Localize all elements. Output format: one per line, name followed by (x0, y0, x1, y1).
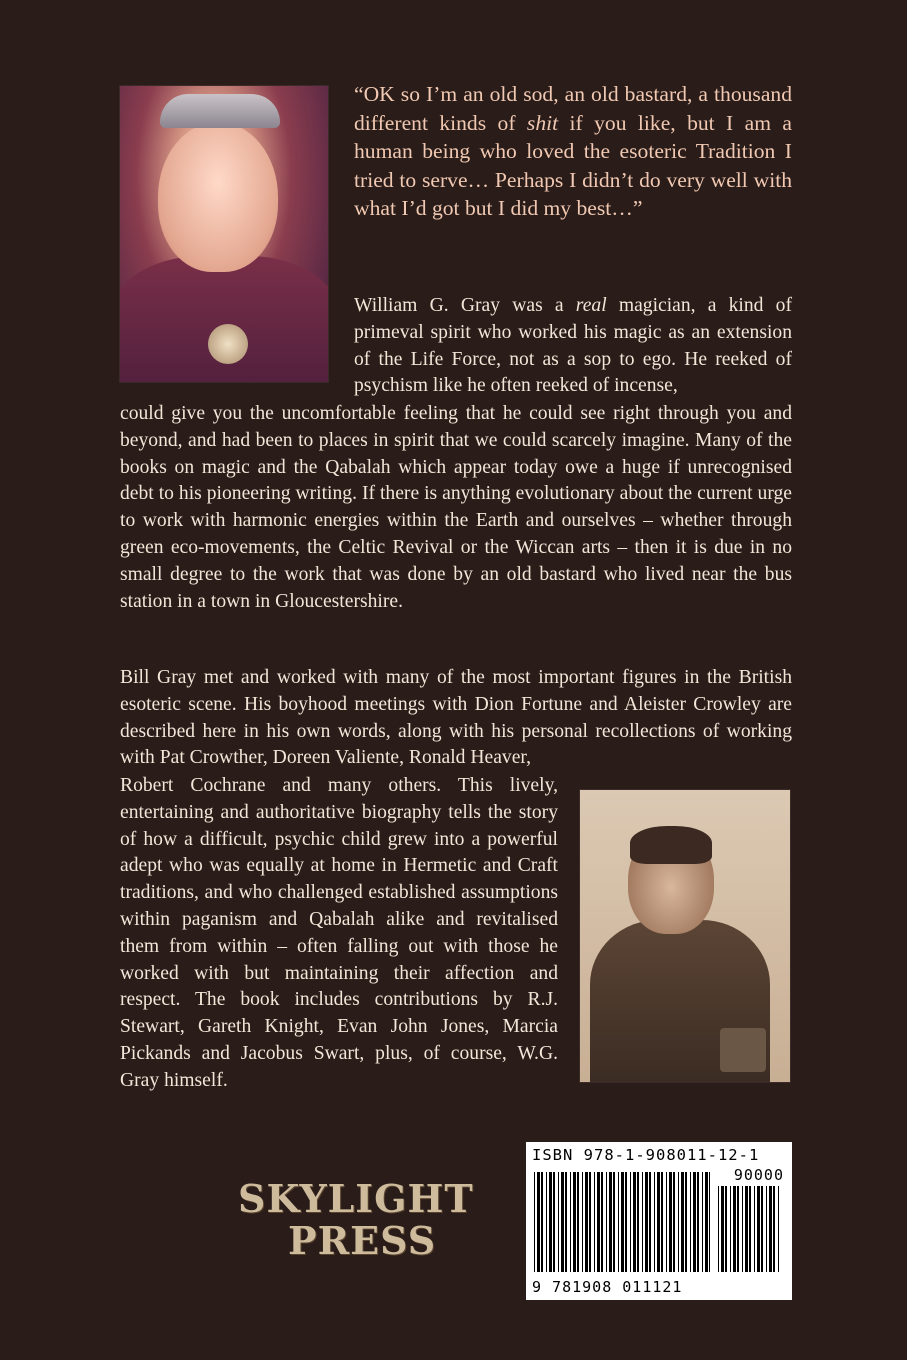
publisher-name-line2: PRESS (288, 1218, 437, 1263)
author-photo-adult (120, 86, 328, 382)
paragraph-2-body: Robert Cochrane and many others. This lively, entertaining and authoritative biography tells the story of how a difficult, psychic child grew into a powerful adept who was equally at home in Hermetic and Craft traditions, and who challenged established assumptions within paganism and Qabalah alike and revitalised them from within – often falling out with those he worked with but maintaining their affection and respect. The book includes contributions by R.J. Stewart, Gareth Knight, Evan John Jones, Marcia Pickands and Jacobus Swart, plus, of course, W.G. Gray himself. (120, 775, 558, 1091)
paragraph-2-top: Bill Gray met and worked with many of the most important figures in the British esoteric scene. His boyhood meetings with Dion Fortune and Aleister Crowley are described here in his own words, along with his personal recollections of working with Pat Crowther, Doreen Valiente, Ronald Heaver, (120, 667, 792, 769)
publisher-name-line1: SKYLIGHT (238, 1176, 474, 1221)
author-quote (354, 80, 792, 223)
p1-text-2: magician, a kind of primeval spirit who worked his magic as an extension of the Life Force, not as a sop to ego. He reeked of psychism like he often reeked of incense, (354, 295, 792, 397)
p1-text-1: William G. Gray was a (354, 295, 576, 316)
isbn-barcode (526, 1142, 792, 1300)
paragraph-1-body: could give you the uncomfortable feeling that he could see right through you and beyond, and had been to places in spirit that we could scarcely imagine. Many of the books on magic and the Qabalah which appear today owe a huge if unrecognised debt to his pioneering writing. If there is anything evolutionary about the current urge to work with harmonic energies within the Earth and ourselves – whether through green eco-movements, the Celtic Revival or the Wiccan arts – then it is due in no small degree to the work that was done by an old bastard who lived near the bus station in a town in Gloucestershire. (120, 403, 792, 612)
author-photo-child (580, 790, 790, 1082)
face-shape (158, 122, 278, 272)
quote-text-1: “OK so I’m an old sod, an old bastard, a thousand different kinds of (354, 82, 792, 135)
addon-barcode-bars (718, 1186, 780, 1272)
price-code: 90000 (733, 1166, 784, 1184)
isbn-text: ISBN 978-1-908011-12-1 (532, 1146, 760, 1164)
toy-shape (720, 1028, 766, 1072)
crown-shape (160, 94, 280, 128)
quote-text-2: if you like, but I am a human being who loved the esoteric Tradition I tried to serve… Perhaps I didn’t do very well with what I’d got but I did my best…” (354, 110, 793, 221)
quote-italic: shit (526, 110, 559, 135)
p1-italic: real (575, 295, 607, 316)
hair-shape (630, 826, 712, 864)
paragraph-1-top (354, 293, 792, 400)
publisher-logo (120, 1150, 480, 1280)
ean-text: 9 781908 011121 (532, 1278, 683, 1296)
barcode-bars (534, 1172, 710, 1272)
moon-icon (120, 1150, 250, 1280)
pendant-shape (208, 324, 248, 364)
